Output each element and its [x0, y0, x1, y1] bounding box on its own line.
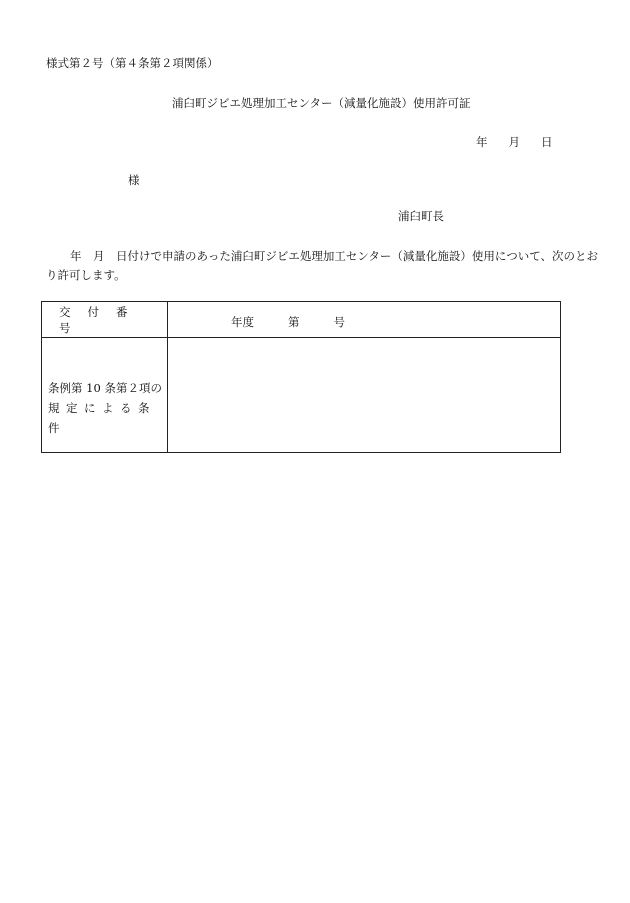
addressee: 様: [128, 173, 140, 187]
issue-number-value: [231, 314, 345, 330]
date-month: 月: [508, 135, 520, 149]
table-column-divider: [167, 302, 168, 452]
body-text: 年 月 日付けで申請のあった浦臼町ジビエ処理加工センター（減量化施設）使用について、次のとおり許可します。: [46, 249, 598, 282]
date-line: [476, 137, 553, 149]
form-number: 様式第２号（第４条第２項関係）: [46, 56, 219, 70]
go-label: 号: [333, 315, 345, 329]
issue-number-label: 交付番号: [59, 304, 145, 335]
issuer: 浦臼町長: [398, 209, 444, 223]
document-title: 浦臼町ジビエ処理加工センター（減量化施設）使用許可証: [172, 96, 471, 110]
date-day: 日: [541, 135, 553, 149]
conditions-label: [48, 378, 164, 438]
dai-label: 第: [288, 315, 300, 329]
fiscal-year-label: 年度: [231, 315, 254, 329]
table-row-divider: [42, 337, 560, 338]
conditions-label-line2: 規定による条件: [48, 401, 156, 435]
permit-table: [41, 301, 561, 453]
conditions-label-line1: 条例第 10 条第２項の: [48, 381, 162, 395]
date-year: 年: [476, 135, 488, 149]
